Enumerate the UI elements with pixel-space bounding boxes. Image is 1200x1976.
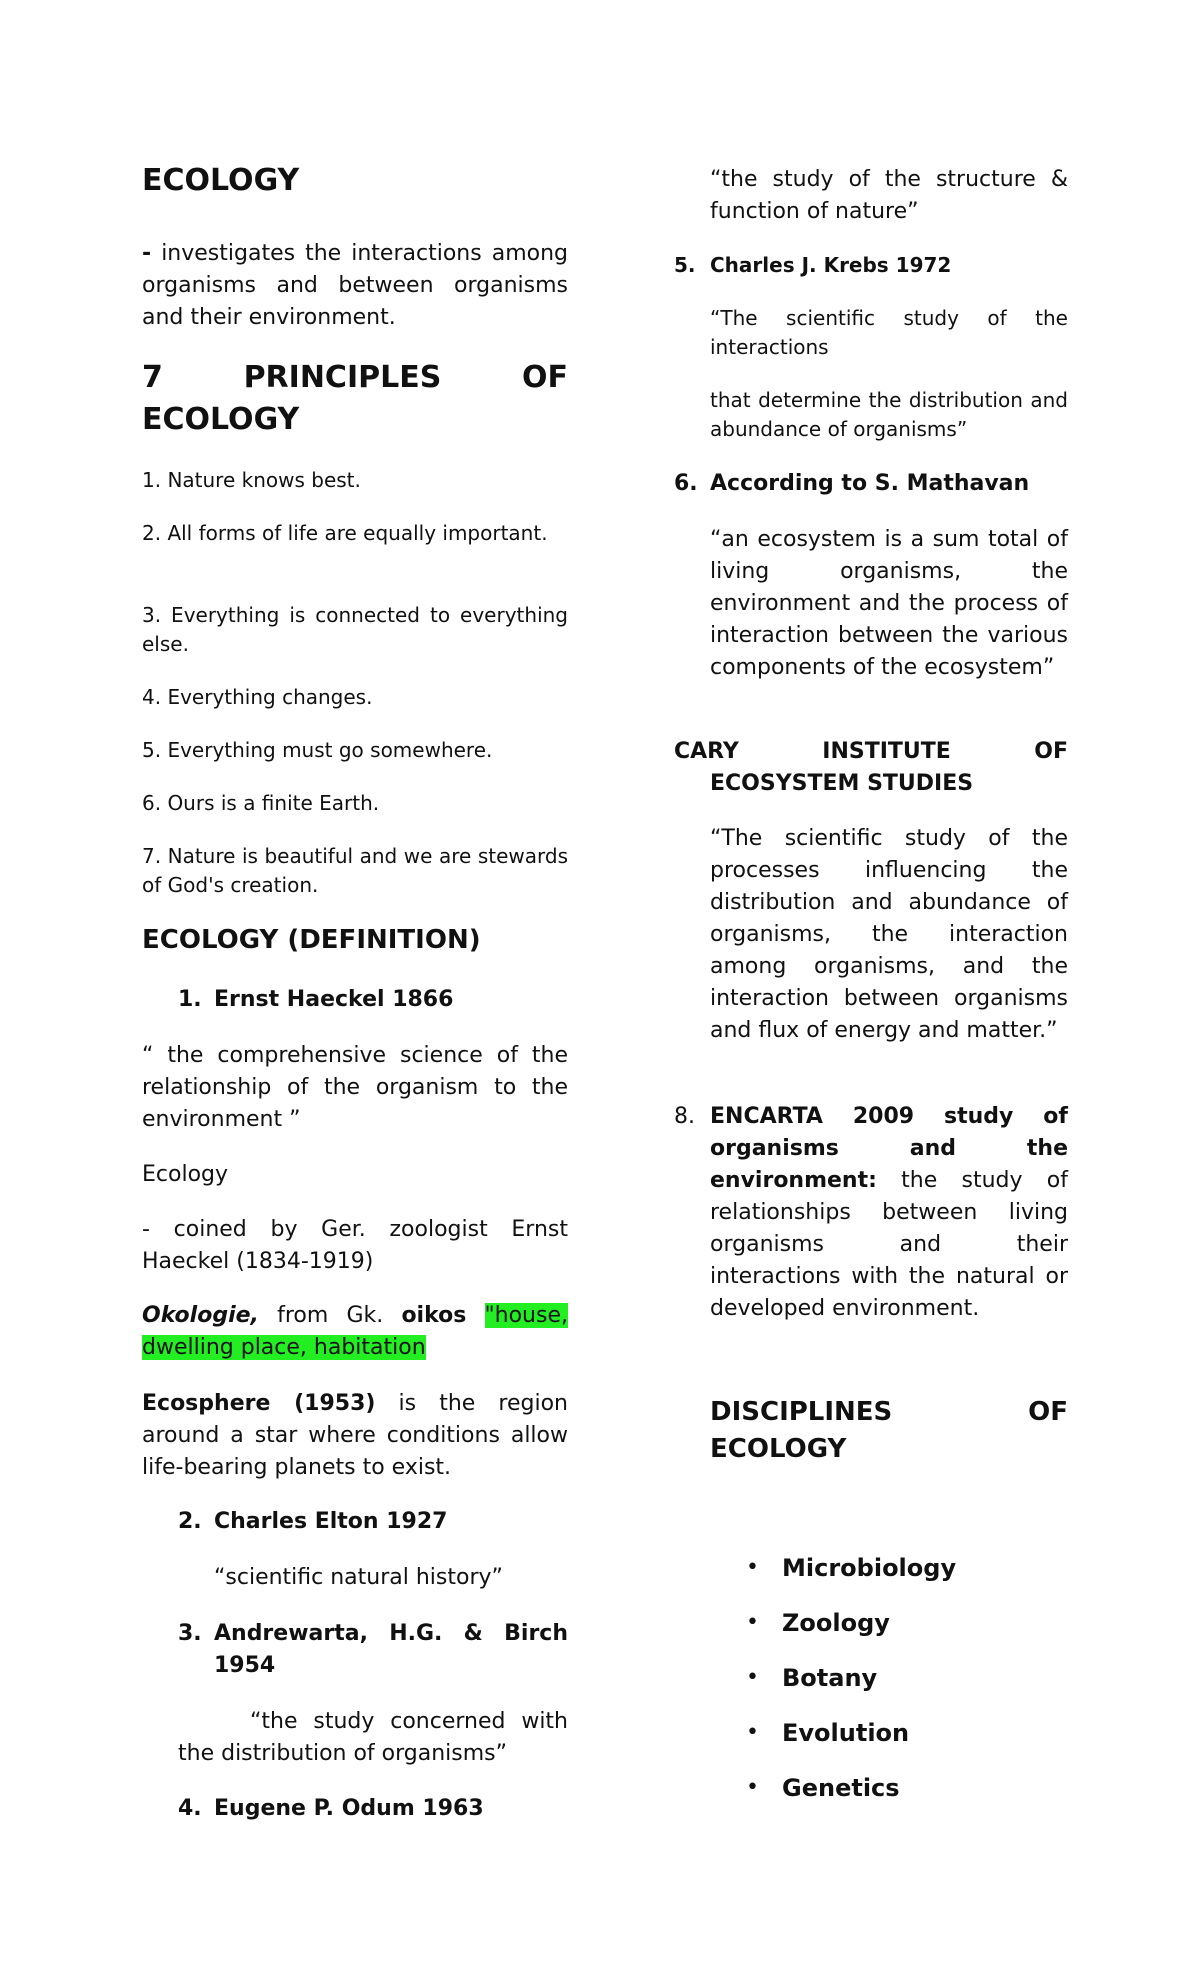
discipline-item: • Botany: [746, 1664, 878, 1692]
definition-5-heading: 5. Charles J. Krebs 1972: [674, 253, 952, 277]
principle-item: 6. Ours is a finite Earth.: [142, 791, 380, 815]
etymology-paragraph: Okologie, from Gk. oikos "house, dwelling place, habitation: [142, 1303, 568, 1360]
definition-1-quote: “ the comprehensive science of the relationship of the organism to the environment ”: [142, 1043, 568, 1132]
intro-paragraph: [142, 238, 568, 334]
principle-item: 7. Nature is beautiful and we are stewards of God's creation.: [142, 844, 568, 897]
ecosphere-term: Ecosphere (1953): [142, 1391, 376, 1416]
bullet-icon: •: [746, 1720, 759, 1745]
definition-3-heading: 3. Andrewarta, H.G. & Birch 1954: [178, 1621, 568, 1678]
principle-item: 1. Nature knows best.: [142, 468, 361, 492]
principle-item: 2. All forms of life are equally important.: [142, 521, 548, 545]
definition-4-quote: “the study of the structure & function of nature”: [710, 167, 1068, 224]
bullet-icon: •: [746, 1775, 759, 1800]
principles-title-line1: 7 PRINCIPLES OF: [142, 360, 568, 395]
discipline-item: • Evolution: [746, 1719, 910, 1747]
definition-6-quote: “an ecosystem is a sum total of living organisms, the environment and the process of interaction between the various components of the ecosystem”: [710, 527, 1068, 680]
intro-dash: -: [142, 241, 152, 266]
definition-1-heading: 1. Ernst Haeckel 1866: [178, 987, 454, 1012]
discipline-item: • Genetics: [746, 1774, 900, 1802]
principle-item: 5. Everything must go somewhere.: [142, 738, 493, 762]
ecology-word: Ecology: [142, 1162, 229, 1187]
highlighted-meaning: "house, dwelling place, habitation: [142, 1303, 568, 1360]
definition-2-heading: 2. Charles Elton 1927: [178, 1509, 448, 1534]
discipline-item: • Microbiology: [746, 1554, 957, 1582]
definition-3-quote: “the study concerned with the distribution of organisms”: [178, 1709, 568, 1766]
definition-title: ECOLOGY (DEFINITION): [142, 925, 481, 955]
definition-7-heading: CARY INSTITUTE OF ECOSYSTEM STUDIES: [674, 739, 1068, 796]
definition-2-quote: “scientific natural history”: [214, 1565, 503, 1590]
bullet-icon: •: [746, 1610, 759, 1635]
definition-7-quote: “The scientific study of the processes influencing the distribution and abundance of organisms, the interaction among organisms, and the interaction between organisms and flux of energy and matter.”: [710, 826, 1068, 1043]
definition-5-quote-b: that determine the distribution and abundance of organisms”: [710, 388, 1068, 441]
discipline-item: • Zoology: [746, 1609, 890, 1637]
principle-item: 4. Everything changes.: [142, 685, 373, 709]
okologie-term: Okologie,: [142, 1303, 259, 1328]
definition-6-heading: 6. According to S. Mathavan: [674, 471, 1030, 496]
definition-8-text: ENCARTA 2009 study of organisms and the environment: the study of relationships between living organisms and their interactions with the natural or developed environment.: [710, 1104, 1068, 1321]
intro-text: investigates the interactions among organisms and between organisms and their environment.: [142, 241, 569, 330]
definition-4-heading: 4. Eugene P. Odum 1963: [178, 1796, 484, 1821]
principles-title-line2: ECOLOGY: [142, 402, 300, 437]
ecosphere-paragraph: Ecosphere (1953) is the region around a star where conditions allow life-bearing planets to exist.: [142, 1391, 568, 1480]
bullet-icon: •: [746, 1555, 759, 1580]
disciplines-title: DISCIPLINES OF ECOLOGY: [710, 1397, 1068, 1464]
coined-text: - coined by Ger. zoologist Ernst Haeckel (1834-1919): [142, 1217, 568, 1274]
definition-8-number: 8.: [674, 1104, 695, 1129]
page-title: ECOLOGY: [142, 163, 300, 198]
bullet-icon: •: [746, 1665, 759, 1690]
definition-5-quote-a: “The scientific study of the interactions: [710, 306, 1068, 359]
principle-item: 3. Everything is connected to everything else.: [142, 603, 568, 656]
oikos-term: oikos: [401, 1303, 467, 1328]
